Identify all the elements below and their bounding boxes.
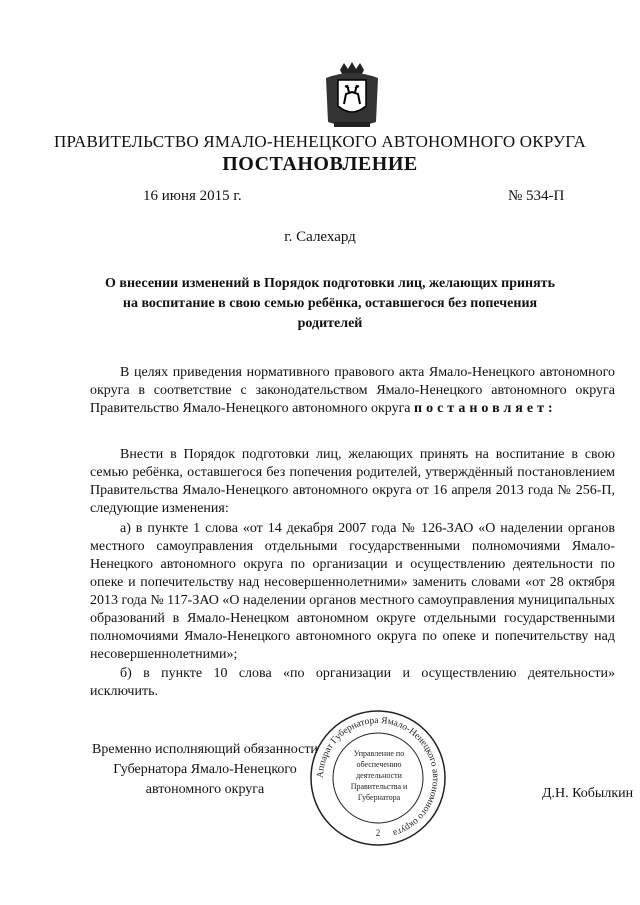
stamp-number: 2 [375, 828, 381, 838]
document-city: г. Салехард [284, 229, 356, 245]
amendment-intro-paragraph: Внести в Порядок подготовки лиц, желающих принять на воспитание в свою семью ребёнка, оставшегося без попечения родителей, утверждённый постановлением Правительства Ямало-Ненецкого автономного округа от 16 апреля 2013 года № 256-П, следующие изменения: [90, 447, 615, 516]
signatory-name: Д.Н. Кобылкин [542, 786, 634, 801]
amendment-item-a: а) в пункте 1 слова «от 14 декабря 2007 года № 126-ЗАО «О наделении органов местного самоуправления отдельными государственными полномочиями Ямало-Ненецкого автономного округа по организации и осуществлению деятельности по опеке и попечительству над несовершеннолетними» заменить словами «от 28 октября 2013 года № 117-ЗАО «О наделении органов местного самоуправления муниципальных образований в Ямало-Ненецком автономном округе отдельными государственными полномочиями Ямало-Ненецкого автономного округа по опеке и попечительству над несовершеннолетними»; [90, 521, 615, 662]
stamp-inner-text: Управление по обеспечению деятельности Правительства и Губернатора [350, 749, 408, 802]
document-number: № 534-П [508, 188, 565, 204]
resolves-word: постановляет: [414, 401, 557, 416]
signatory-title-line2: Губернатора Ямало-Ненецкого [113, 762, 297, 777]
amendment-item-b: б) в пункте 10 слова «по организации и осуществлению деятельности» исключить. [90, 666, 615, 699]
preamble-text: В целях приведения нормативного правового акта Ямало-Ненецкого автономного округа в соответствие с законодательством Ямало-Ненецкого автономного округа Правительство Ямало-Ненецкого автономного округа [90, 365, 615, 416]
preamble-paragraph [90, 364, 615, 418]
stamp-ring-text: Аппарат Губернатора Ямало-Ненецкого автономного округа [315, 715, 441, 838]
document-date: 16 июня 2015 г. [143, 188, 242, 204]
government-name: ПРАВИТЕЛЬСТВО ЯМАЛО-НЕНЕЦКОГО АВТОНОМНОГО ОКРУГА [54, 132, 586, 151]
document-title: О внесении изменений в Порядок подготовки лиц, желающих принять на воспитание в свою семью ребёнка, оставшегося без попечения родителей [105, 276, 555, 331]
signatory-title [80, 740, 330, 800]
coat-of-arms-icon [316, 60, 388, 132]
signatory-title-line1: Временно исполняющий обязанности [92, 742, 318, 757]
document-type: ПОСТАНОВЛЕНИЕ [222, 153, 418, 175]
signatory-title-line3: автономного округа [145, 782, 265, 797]
